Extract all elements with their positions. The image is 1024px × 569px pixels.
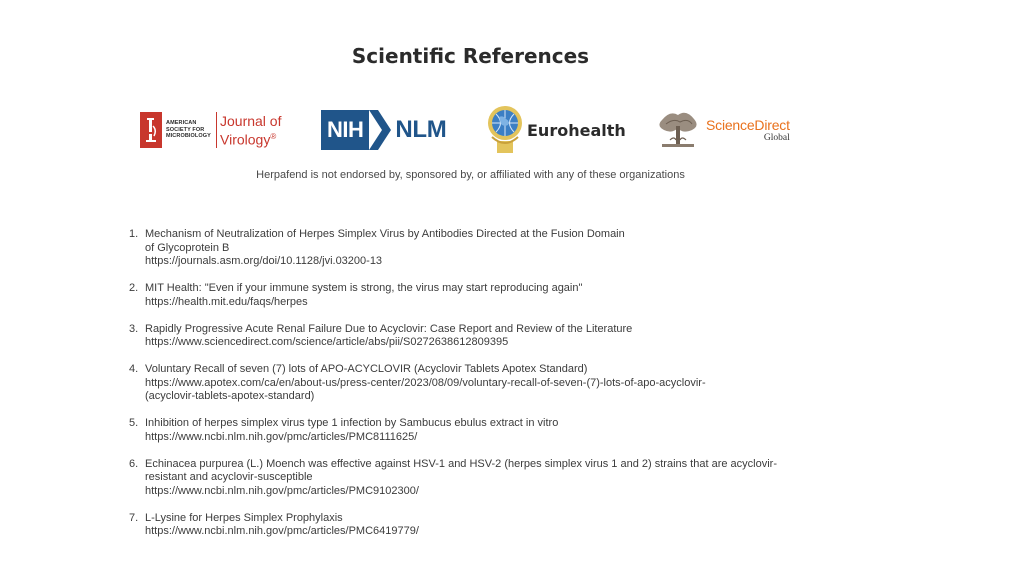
eurohealth-wordmark: Eurohealth [527, 120, 626, 140]
reference-title: MIT Health: "Even if your immune system is strong, the virus may start reproducing again" [145, 282, 583, 294]
nih-badge-text: NIH [321, 110, 369, 150]
eurohealth-logo [486, 103, 626, 157]
sciencedirect-name: ScienceDirect [706, 116, 790, 133]
logo-divider [216, 112, 217, 148]
reference-title: Mechanism of Neutralization of Herpes Simplex Virus by Antibodies Directed at the Fusion Domain of Glycoprotein B [145, 228, 625, 254]
reference-number: 6. [129, 457, 139, 470]
disclaimer-text: Herpafend is not endorsed by, sponsored by, or affiliated with any of these organizations [256, 169, 685, 181]
asm-wordmark: AMERICAN SOCIETY FOR MICROBIOLOGY [166, 120, 211, 140]
reference-number: 3. [129, 322, 139, 335]
reference-link[interactable]: https://health.mit.edu/faqs/herpes [145, 295, 308, 308]
reference-link[interactable]: https://journals.asm.org/doi/10.1128/jvi.03200-13 [145, 255, 383, 267]
reference-item [129, 323, 849, 350]
reference-body [145, 282, 849, 309]
nih-nlm-logo [321, 108, 446, 152]
reference-body [145, 228, 849, 269]
reference-title: Inhibition of herpes simplex virus type 1 infection by Sambucus ebulus extract in vitro [145, 417, 559, 429]
reference-title: Voluntary Recall of seven (7) lots of APO-ACYCLOVIR (Acyclovir Tablets Apotex Standard) [145, 363, 588, 375]
chevron-right-icon [369, 110, 391, 150]
sciencedirect-sub: Global [763, 132, 790, 143]
sciencedirect-wordmark [706, 118, 790, 143]
reference-number: 2. [129, 282, 139, 294]
globe-seal-icon [486, 103, 524, 157]
reference-link[interactable]: https://www.ncbi.nlm.nih.gov/pmc/articles/PMC9102300/ [145, 484, 419, 497]
reference-body [145, 417, 849, 444]
page-title: Scientific References [351, 44, 590, 68]
reference-item [129, 417, 849, 444]
sciencedirect-logo [656, 108, 790, 152]
jv-line2: Virology [220, 131, 271, 148]
reference-link[interactable]: https://www.apotex.com/ca/en/about-us/press-center/2023/08/09/voluntary-recall-of-seven-(7)-lots-of-apo-acyclovir- (acyclovir-tablets-apotex-standard) [145, 376, 706, 402]
reference-item [129, 512, 849, 539]
elsevier-tree-icon [656, 110, 700, 150]
reference-body [145, 458, 849, 499]
reference-number: 1. [129, 228, 139, 240]
reference-title: Echinacea purpurea (L.) Moench was effective against HSV-1 and HSV-2 (herpes simplex virus 1 and 2) strains that are acyclovir-resistant and acyclovir-susceptible [145, 457, 777, 483]
reference-link[interactable]: https://www.sciencedirect.com/science/article/abs/pii/S0272638612809395 [145, 336, 509, 348]
nlm-wordmark: NLM [395, 116, 447, 143]
asm-microscope-icon [140, 112, 162, 148]
journal-of-virology-logo [140, 110, 281, 150]
reference-item [129, 363, 849, 404]
reference-number: 5. [129, 417, 139, 429]
reference-link[interactable]: https://www.ncbi.nlm.nih.gov/pmc/articles/PMC8111625/ [145, 430, 418, 443]
reference-number: 7. [129, 511, 139, 524]
partner-logos [0, 100, 941, 160]
reference-item [129, 282, 849, 309]
reference-title: L-Lysine for Herpes Simplex Prophylaxis [145, 511, 343, 524]
reference-number: 4. [129, 363, 139, 375]
journal-of-virology-wordmark [220, 113, 281, 148]
reference-item [129, 458, 849, 499]
reference-body [145, 363, 849, 404]
reference-body [145, 323, 849, 350]
registered-mark: ® [270, 131, 277, 141]
nih-badge [321, 110, 391, 150]
reference-title: Rapidly Progressive Acute Renal Failure Due to Acyclovir: Case Report and Review of the Literature [145, 322, 633, 335]
reference-item [129, 228, 849, 269]
reference-body [145, 512, 849, 539]
jv-line1: Journal of [220, 112, 282, 129]
reference-link[interactable]: https://www.ncbi.nlm.nih.gov/pmc/articles/PMC6419779/ [145, 525, 419, 537]
reference-list [129, 228, 849, 552]
